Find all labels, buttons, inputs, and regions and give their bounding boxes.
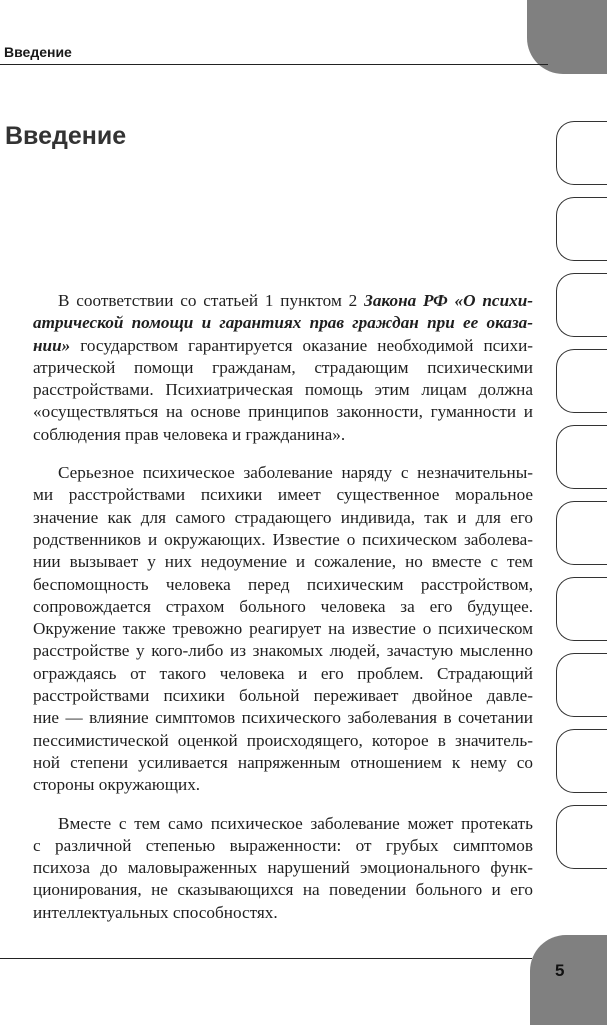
- text-run: государством гарантируется оказание необходимой психи-: [70, 335, 533, 355]
- text-run: расстройствами психики больной переживает двойное давле-: [33, 686, 533, 706]
- text-line: [33, 835, 533, 857]
- text-run: родственников и окружающих. Известие о психическом заболева-: [33, 529, 533, 549]
- text-run: ние — влияние симптомов психического заболевания в сочетании: [33, 708, 533, 728]
- thumb-tab: [556, 121, 607, 185]
- text-run: беспомощность человека перед психическим расстройством,: [33, 574, 533, 594]
- text-run: интеллектуальных способностях.: [33, 902, 278, 922]
- text-run: ограждаясь от такого человека и его проблем. Страдающий: [33, 663, 533, 683]
- text-run: расстройствами. Психиатрическая помощь этим лицам должна: [33, 380, 533, 400]
- thumb-tab: [556, 349, 607, 413]
- header-rule: [0, 64, 548, 65]
- text-run: значение как для самого страдающего индивида, так и для его: [33, 507, 533, 527]
- text-line: [33, 730, 533, 752]
- thumb-tab: [556, 273, 607, 337]
- text-run: атрической помощи гражданам, страдающим психическими: [33, 357, 533, 377]
- footer-rule: [0, 958, 532, 959]
- text-run: нии вызывает у них недоумение и сожаление, но вместе с тем: [33, 552, 533, 572]
- law-reference: атрической помощи и гарантиях прав граждан при ее оказа-: [33, 313, 533, 333]
- text-line: [33, 640, 533, 662]
- text-run: ной степени усиливается напряженным отношением к нему со: [33, 752, 533, 772]
- text-run: ми расстройствами психики имеет существенное моральное: [33, 485, 533, 505]
- text-line: [33, 574, 533, 596]
- text-line: [33, 290, 533, 312]
- text-run: «осуществляться на основе принципов законности, гуманности и: [33, 402, 533, 422]
- paragraph: [33, 290, 533, 446]
- page-number-tab: [530, 935, 607, 1025]
- text-line: [33, 379, 533, 401]
- law-reference: нии»: [33, 335, 71, 355]
- text-line: [33, 902, 533, 924]
- running-head: Введение: [4, 44, 72, 60]
- text-run: Окружение также тревожно реагирует на известие о психическом: [33, 619, 533, 639]
- text-run: соблюдения прав человека и гражданина».: [33, 424, 346, 444]
- text-run: В соответствии со статьей 1 пунктом 2: [58, 291, 365, 310]
- text-line: [33, 752, 533, 774]
- text-run: ционирования, не сказывающихся на поведении больного и его: [33, 880, 533, 900]
- thumb-tab: [556, 425, 607, 489]
- text-run: пессимистической оценкой происходящего, которое в значитель-: [33, 730, 533, 750]
- chapter-corner-tab: [527, 0, 607, 74]
- text-run: Вместе с тем само психическое заболевание может протекать: [58, 813, 533, 833]
- thumb-tab: [556, 729, 607, 793]
- text-line: [33, 484, 533, 506]
- thumb-index-tabs: [556, 121, 607, 881]
- text-line: [33, 357, 533, 379]
- text-line: [33, 663, 533, 685]
- paragraph: [33, 462, 533, 796]
- text-line: [33, 596, 533, 618]
- page-number: 5: [555, 961, 565, 980]
- thumb-tab: [556, 653, 607, 717]
- paragraph: [33, 813, 533, 924]
- body-text: [33, 290, 533, 940]
- thumb-tab: [556, 197, 607, 261]
- text-line: [33, 618, 533, 640]
- thumb-tab: [556, 501, 607, 565]
- text-line: [33, 813, 533, 835]
- text-line: [33, 685, 533, 707]
- text-line: [33, 707, 533, 729]
- thumb-tab: [556, 805, 607, 869]
- text-run: расстройстве у кого-либо из знакомых людей, зачастую мысленно: [33, 641, 533, 661]
- text-line: [33, 857, 533, 879]
- text-line: [33, 401, 533, 423]
- text-line: [33, 335, 533, 357]
- text-line: [33, 312, 533, 334]
- law-reference: Закона РФ «О психи-: [364, 291, 533, 310]
- text-run: сопровождается страхом больного человека за его будущее.: [33, 596, 533, 616]
- text-run: стороны окружающих.: [33, 775, 201, 795]
- text-line: [33, 529, 533, 551]
- text-line: [33, 551, 533, 573]
- text-run: Серьезное психическое заболевание наряду с незначительны-: [58, 463, 533, 483]
- text-line: [33, 879, 533, 901]
- thumb-tab: [556, 577, 607, 641]
- text-line: [33, 462, 533, 484]
- text-line: [33, 774, 533, 796]
- text-run: с различной степенью выраженности: от грубых симптомов: [33, 835, 533, 855]
- text-line: [33, 507, 533, 529]
- text-line: [33, 424, 533, 446]
- section-title: Введение: [5, 122, 127, 150]
- text-run: психоза до маловыраженных нарушений эмоционального функ-: [33, 858, 533, 878]
